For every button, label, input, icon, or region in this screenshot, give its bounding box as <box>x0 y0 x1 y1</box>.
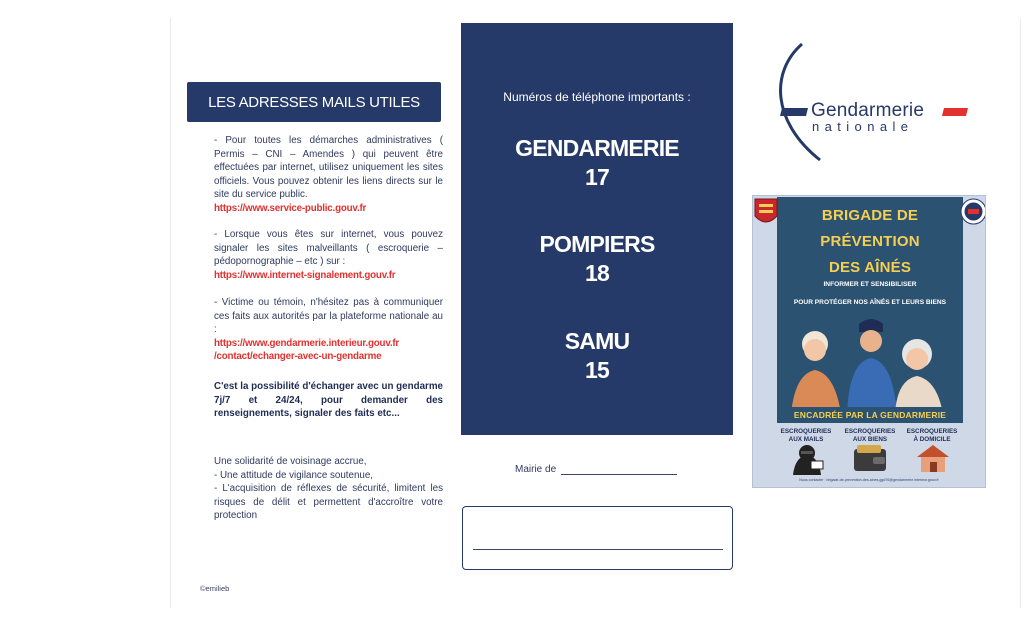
category-line2: AUX BIENS <box>852 435 888 443</box>
flyer-subtitle: INFORMER ET SENSIBILISER <box>823 281 917 288</box>
service-number: 15 <box>585 357 609 383</box>
logo-flag-red <box>942 108 968 116</box>
flyer-title-line: BRIGADE DE <box>821 207 919 224</box>
service-samu <box>461 327 733 385</box>
category-line2: À DOMICILE <box>913 435 951 443</box>
mairie-fill-line[interactable] <box>561 474 677 475</box>
flyer-banner: ENCADRÉE PAR LA GENDARMERIE <box>777 407 963 423</box>
phone-numbers-panel <box>461 23 733 435</box>
report-paragraph <box>214 228 443 282</box>
flyer-subtitle: POUR PROTÉGER NOS AÎNÉS ET LEURS BIENS <box>793 299 947 306</box>
flyer-title-line: DES AÎNÉS <box>828 259 912 276</box>
service-name: SAMU <box>564 328 630 354</box>
service-public-link[interactable]: https://www.service-public.gouv.fr <box>214 202 367 214</box>
hacker-icon <box>789 443 825 475</box>
service-pompiers <box>461 230 733 288</box>
house-icon <box>915 443 951 473</box>
gendarmerie-link-part2[interactable]: /contact/echanger-avec-un-gendarme <box>214 351 382 363</box>
fold-line-left <box>170 18 171 608</box>
reflexes-item: - L'acquisition de réflexes de sécurité, limitent les risques de délit et permettent d'accroître votre protection <box>214 483 443 522</box>
logo-subtitle: nationale <box>812 119 914 134</box>
category-line1: ESCROQUERIES <box>844 428 896 435</box>
victim-paragraph <box>214 296 443 364</box>
service-gendarmerie <box>461 134 733 192</box>
service-name: GENDARMERIE <box>515 135 679 161</box>
author-credit: ©emilieb <box>200 584 230 593</box>
category-line1: ESCROQUERIES <box>906 428 958 435</box>
flyer-title-line: PRÉVENTION <box>820 233 920 250</box>
mails-section-title: LES ADRESSES MAILS UTILES <box>187 82 441 122</box>
mairie-label: Mairie de <box>515 464 557 475</box>
victim-text: - Victime ou témoin, n'hésitez pas à communiquer ces faits aux autorités par la plateforme nationale au : <box>214 297 443 336</box>
fold-line-right <box>1020 18 1021 608</box>
stamp-fill-line <box>473 549 723 550</box>
category-line1: ESCROQUERIES <box>780 428 832 435</box>
service-number: 18 <box>585 260 609 286</box>
solidarity-list <box>214 455 443 523</box>
gendarmerie-badge-icon <box>960 198 986 225</box>
category-line2: AUX MAILS <box>788 435 824 443</box>
report-text: - Lorsque vous êtes sur internet, vous pouvez signaler les sites malveillants ( escroquerie – pédopornographie – etc ) sur : <box>214 229 443 268</box>
prevention-flyer <box>752 195 986 488</box>
admin-paragraph <box>214 134 443 216</box>
stamp-box[interactable] <box>462 506 733 570</box>
seniors-illustration <box>777 314 963 414</box>
phone-numbers-intro: Numéros de téléphone importants : <box>503 90 691 104</box>
wallet-icon <box>853 443 887 473</box>
service-number: 17 <box>585 164 609 190</box>
category-domicile <box>901 428 963 443</box>
solidarity-item: Une solidarité de voisinage accrue, <box>214 456 367 467</box>
category-biens <box>839 428 901 443</box>
internet-signalement-link[interactable]: https://www.internet-signalement.gouv.fr <box>214 269 396 281</box>
logo-name: Gendarmerie <box>811 100 925 121</box>
gendarmerie-link-part1[interactable]: https://www.gendarmerie.interieur.gouv.fr <box>214 337 400 349</box>
exchange-paragraph <box>214 380 443 421</box>
exchange-text: C'est la possibilité d'échanger avec un gendarme 7j/7 et 24/24, pour demander des renseignements, signaler des faits etc... <box>214 381 443 420</box>
flyer-contact: Nous contacter : brigade-de-prevention-des-aines.ggd76@gendarmerie.interieur.gouv.fr <box>799 478 939 482</box>
logo-flag-blue <box>780 108 808 116</box>
category-mails <box>775 428 837 443</box>
service-name: POMPIERS <box>539 231 655 257</box>
normandy-crest-icon <box>754 198 778 228</box>
vigilance-item: - Une attitude de vigilance soutenue, <box>214 469 374 481</box>
admin-text: - Pour toutes les démarches administratives ( Permis – CNI – Amendes ) qui peuvent être effectuées par internet, utilisez uniquement les sites officiels. Vous pouvez obtenir les liens directs sur le site du service public. <box>214 135 443 201</box>
